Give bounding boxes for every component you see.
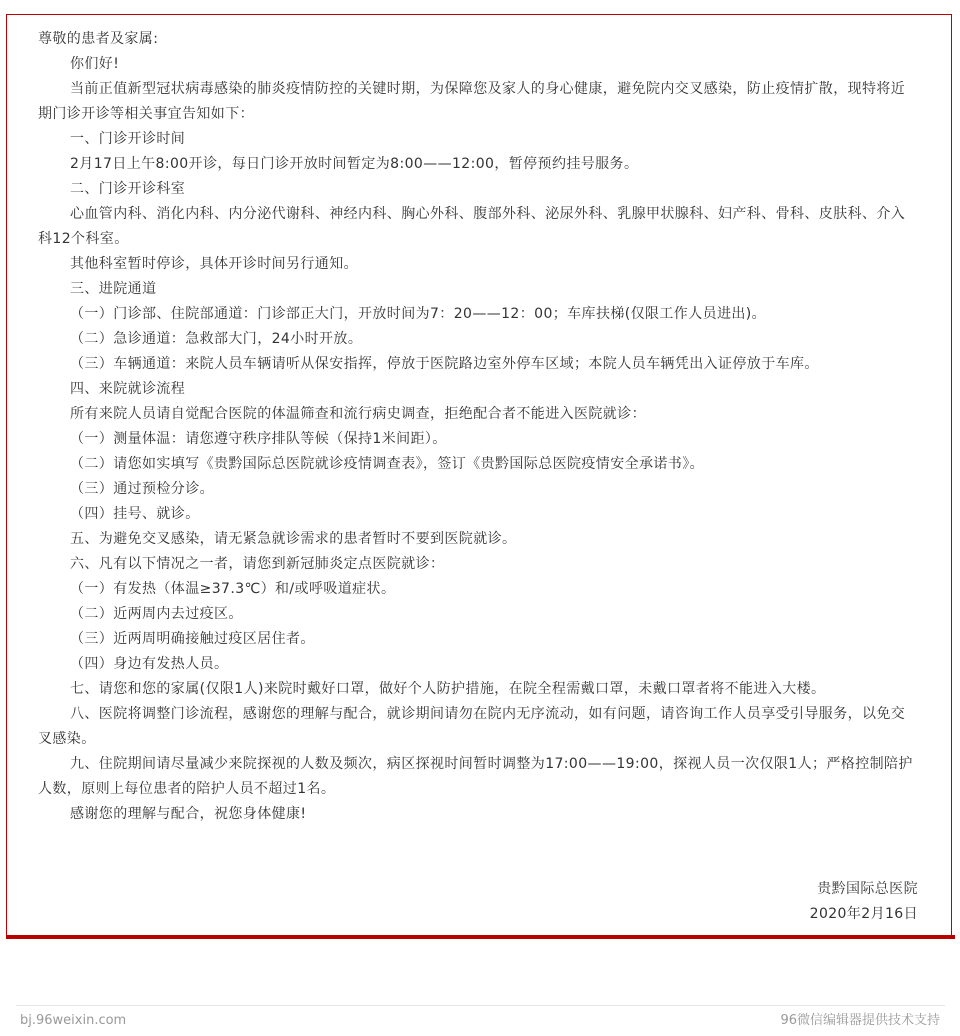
section-3-item: （三）车辆通道：来院人员车辆请听从保安指挥，停放于医院路边室外停车区域；本院人员车辆凭出入证停放于车库。: [70, 356, 819, 372]
section-4-item: （三）通过预检分诊。: [70, 481, 214, 497]
section-2-body: 心血管内科、消化内科、内分泌代谢科、神经内科、胸心外科、腹部外科、泌尿外科、乳腺甲状腺科、妇产科、骨科、皮肤科、介入科12个科室。: [38, 206, 906, 247]
signature-block: [38, 877, 918, 927]
section-6-item: （一）有发热（体温≥37.3℃）和/或呼吸道症状。: [70, 581, 396, 597]
section-8: 八、医院将调整门诊流程，感谢您的理解与配合，就诊期间请勿在院内无序流动，如有问题，请咨询工作人员享受引导服务，以免交叉感染。: [38, 706, 906, 747]
section-1-title: 一、门诊开诊时间: [70, 131, 186, 147]
section-2-title: 二、门诊开诊科室: [70, 181, 186, 197]
greeting: 尊敬的患者及家属:: [38, 31, 159, 47]
footer-divider: [16, 1005, 945, 1006]
section-6-item: （四）身边有发热人员。: [70, 656, 229, 672]
section-9: 九、住院期间请尽量减少来院探视的人数及频次，病区探视时间暂时调整为17:00——19:00，探视人员一次仅限1人；严格控制陪护人数，原则上每位患者的陪护人员不超过1名。: [38, 756, 913, 797]
signature: 贵黔国际总医院: [817, 881, 918, 897]
section-3-item: （二）急诊通道：急救部大门，24小时开放。: [70, 331, 363, 347]
section-7: 七、请您和您的家属(仅限1人)来院时戴好口罩，做好个人防护措施，在院全程需戴口罩，未戴口罩者将不能进入大楼。: [70, 681, 826, 697]
section-4-item: （四）挂号、就诊。: [70, 506, 200, 522]
notice-content: [38, 27, 918, 927]
section-4-body: 所有来院人员请自觉配合医院的体温筛查和流行病史调查，拒绝配合者不能进入医院就诊：: [70, 406, 646, 422]
section-5: 五、为避免交叉感染，请无紧急就诊需求的患者暂时不要到医院就诊。: [70, 531, 517, 547]
intro-paragraph: 当前正值新型冠状病毒感染的肺炎疫情防控的关键时期，为保障您及家人的身心健康，避免院内交叉感染，防止疫情扩散，现特将近期门诊开诊等相关事宜告知如下：: [38, 81, 906, 122]
section-1-body: 2月17日上午8:00开诊，每日门诊开放时间暂定为8:00——12:00，暂停预约挂号服务。: [70, 156, 639, 172]
section-2-note: 其他科室暂时停诊，具体开诊时间另行通知。: [70, 256, 358, 272]
section-6-item: （三）近两周明确接触过疫区居住者。: [70, 631, 315, 647]
notice-bottom-bar: [6, 935, 955, 939]
section-3-title: 三、进院通道: [70, 281, 157, 297]
section-6-item: （二）近两周内去过疫区。: [70, 606, 243, 622]
footer-credit: 96微信编辑器提供技术支持: [780, 1013, 940, 1028]
notice-date: 2020年2月16日: [809, 906, 918, 922]
section-4-item: （二）请您如实填写《贵黔国际总医院就诊疫情调查表》，签订《贵黔国际总医院疫情安全承诺书》。: [70, 456, 704, 472]
section-4-item: （一）测量体温：请您遵守秩序排队等候（保持1米间距）。: [70, 431, 447, 447]
section-6-title: 六、凡有以下情况之一者，请您到新冠肺炎定点医院就诊：: [70, 556, 445, 572]
section-3-item: （一）门诊部、住院部通道：门诊部正大门，开放时间为7：20——12：00；车库扶梯(仅限工作人员进出)。: [70, 306, 767, 322]
section-4-title: 四、来院就诊流程: [70, 381, 186, 397]
closing-line: 感谢您的理解与配合，祝您身体健康!: [70, 806, 307, 822]
footer-site-link[interactable]: bj.96weixin.com: [20, 1013, 127, 1028]
salutation: 你们好!: [70, 56, 120, 72]
